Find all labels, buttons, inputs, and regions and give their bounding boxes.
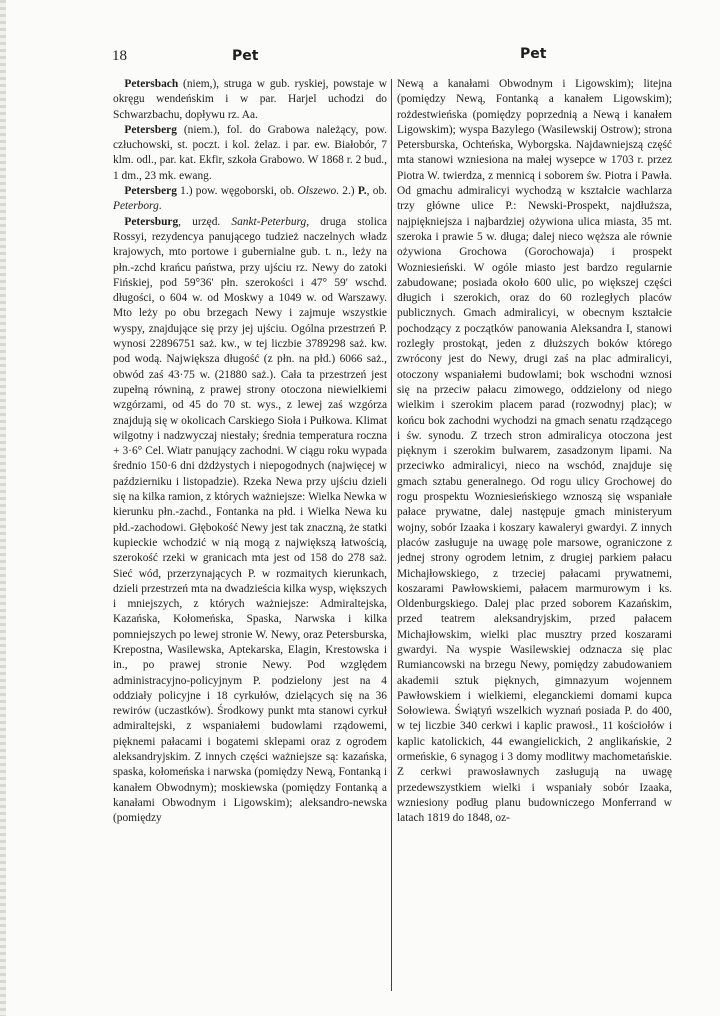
entry-text: (niem,), struga w gub. ryskiej, powstaje w okręgu wendeńskim i w par. Harjel uchodzi do Schwarzbachu, dopływu rz. Aa. [113, 78, 387, 121]
entry-petersbach [113, 77, 387, 123]
entry-petersburg [113, 215, 387, 827]
entry-headword: Petersbach [124, 78, 179, 90]
entry-headword: Petersberg [124, 123, 177, 136]
entry-text: (niem.), fol. do Grabowa należący, pow. człuchowski, st. poczt. i kol. żelaz. i par. ew. Białobór, 7 klm. odl., par. kat. Ekfir, szkoła Grabowo. W 1868 r. 2 bud., 1 dm., 23 mk. ewang. [113, 123, 387, 182]
entry-subheadword: P. [357, 185, 367, 198]
page-number: 18 [112, 48, 127, 64]
entry-petersberg-1 [113, 123, 387, 184]
entry-text: . [158, 200, 162, 213]
entry-headword: Petersburg [124, 215, 179, 228]
entry-text: . 2.) [336, 185, 358, 198]
page-header [0, 42, 720, 72]
right-column [397, 77, 672, 995]
left-column [113, 77, 387, 995]
entry-headword: Petersberg [124, 185, 177, 198]
entry-text: , ob. [366, 185, 387, 198]
running-head-left: Pet [232, 48, 259, 64]
entry-petersberg-2 [113, 184, 387, 215]
page-edge-scan-artifact [0, 0, 6, 1016]
entry-text: , druga stolica Rossyi, rezydencya panującego tudzież naczelnych władz krajowych, mto portowe i gubernialne gub. t. n., leży na płn.-zchd krańcu państwa, przy ujściu rz. Newy do zatoki Fińskiej, pod 59°36' płn. szerokości i 47° 59' wschd. długości, o 604 w. od Moskwy a 1049 w. od Warszawy. Mto leży po obu brzegach Newy i zajmuje wszystkie wyspy, znajdujące się przy jej ujściu. Ogólna przestrzeń P. wynosi 22896751 saż. kw., w tej liczbie 3789298 saż. kw. pod wodą. Największa długość (z płn. na płd.) 6066 saż., obwód zaś 43·75 w. (21880 saż.). Cała ta przestrzeń jest zupełną równiną, z prawej strony otoczona niewielkiemi wzgórzami, od 45 do 70 st. wys., z lewej zaś wzgórza znajdują się w okolicach Carskiego Sioła i Pułkowa. Klimat wilgotny i nadzwyczaj niestały; średnia temperatura roczna + 3·6° Cel. Wiatr panujący zachodni. W ciągu roku wypada średnio 150·6 dni dżdżystych i niepogodnych (najwięcej w październiku i listopadzie). Rzeka Newa przy ujściu dzieli się na kilka ramion, z których ważniejsze: Wielka Newka w kierunku płn.-zachd., Fontanka na płd. i Wielka Newa ku płd.-zachodowi. Głębokość Newy jest tak znaczną, że statki kupieckie wchodzić w nią mogą z największą łatwością, szerokość rzeki w granicach mta jest od 158 do 278 saż. Sieć wód, przerzynających P. w rozmaitych kierunkach, dzieli przestrzeń mta na dwadzieścia kilka wysp, większych i mniejszych, z których ważniejsze: Admiraltejska, Kazańska, Kołomeńska, Spaska, Narwska i kilka pomniejszych po lewej stronie W. Newy, oraz Petersburska, Krepostna, Wasilewska, Aptekarska, Elagin, Krestowska i in., po prawej stronie Newy. Pod względem administracyjno-policyjnym P. podzielony jest na 4 oddziały policyjne i 18 cyrkułów, dzielących się na 36 rewirów (uczastków). Środkowy punkt mta stanowi cyrkuł admiraltejski, z wspaniałemi budowlami rządowemi, pięknemi pałacami i bogatemi sklepami oraz z ogrodem aleksandryjskim. Z innych części ważniejsze są: kazańska, spaska, kołomeńska i narwska (pomiędzy Newą, Fontanką i kanałem Obwodnym); moskiewska (pomiędzy Fontanką a kanałami Obwodnym i Ligowskim); aleksandro-newska (pomiędzy [113, 215, 387, 825]
cross-reference: Olszewo [297, 185, 337, 198]
cross-reference: Peterborg [113, 200, 159, 213]
entry-text: , urzęd. [178, 215, 232, 228]
entry-text: 1.) pow. węgoborski, ob. [176, 185, 298, 198]
official-name: Sankt-Peterburg [231, 215, 307, 228]
running-head-right: Pet [520, 46, 547, 62]
column-divider [391, 79, 392, 991]
entry-petersburg-continued: Newą a kanałami Obwodnym i Ligowskim); litejna (pomiędzy Newą, Fontanką a kanałem Ligowskim); rożdestwieńska (pomiędzy poprzednią a Newą i kanałem Ligowskim); wyspa Bazylego (Wasilewskij Ostrow); strona Petersburska, Ochteńska, Wyborgska. Najdawniejszą część mta stanowi wzniesiona na małej wysepce w 1703 r. przez Piotra W. twierdza, z mennicą i soborem św. Piotra i Pawła. Od gmachu admiralicyi wychodzą w kształcie wachlarza trzy główne ulice P.: Newski-Prospekt, najdłuższa, najpiękniejsza i najbardziej ożywiona ulica miasta, 35 mt. szeroka i prawie 5 w. długa; dalej nieco węższa ale równie ożywiona Grochowa (Gorochowaja) i prospekt Wozniesieński. W ogóle miasto jest bardzo regularnie zabudowane; posiada około 600 ulic, po większej części długich i szerokich, oraz do 60 rozległych placów publicznych. Gmach admiralicyi, w obecnym kształcie pochodzący z początków panowania Aleksandra I, stanowi rozległy prostokąt, jeden z dłuższych boków którego zwrócony jest do Newy, drugi zaś na plac admiralicyi, otoczony wspaniałemi budowlami; bok wschodni wznosi się na przeciw pałacu zimowego, oddzielony od niego wielkim i szerokim placem parad (rozwodnyj plac); w końcu bok zachodni wychodzi na gmach senatu rządzącego i św. synodu. Z trzech stron admiralicya otoczona jest pięknym i szerokim bulwarem, zasadzonym lipami. Na przeciwko admiralicyi, nieco na wschód, znajduje się gmach sztabu generalnego. Od rogu ulicy Grochowej do rogu prospektu Wozniesieńskiego wznoszą się wspaniałe pałace prywatne, dalej następuje gmach ministeryum wojny, sobór Izaaka i koszary kawaleryi gwardyi. Z innych placów zasługuje na uwagę pole marsowe, ograniczone z jednej strony ogrodem letnim, z drugiej parkiem pałacu Michajłowskiego, z trzeciej pałacami prywatnemi, koszarami Pawłowskiemi, pałacem marmurowym i ks. Oldenburgskiego. Dalej plac przed soborem Kazańskim, przed teatrem aleksandryjskim, przed pałacem Michajłowskim, wielki plac musztry przed koszarami gwardyi. Na wyspie Wasilewskiej odznacza się plac Rumiancowski na brzegu Newy, pomiędzy zabudowaniem akademii sztuk pięknych, gimnazyum wojennem Pawłowskiem i wielkiemi, eleganckiemi domami kupca Sołowiewa. Świątyń wszelkich wyznań posiada P. do 400, w tej liczbie 340 cerkwi i kaplic prawosł., 11 kościołów i kaplic katolickich, 44 ewangielickich, 2 anglikańskie, 2 ormeńskie, 6 synagog i 3 domy modlitwy machometańskie. Z cerkwi prawosławnych zasługują na uwagę przedewszystkiem wielki i wspaniały sobór Izaaka, wzniesiony podług planu budowniczego Monferrand w latach 1819 do 1848, oz- [397, 78, 672, 825]
